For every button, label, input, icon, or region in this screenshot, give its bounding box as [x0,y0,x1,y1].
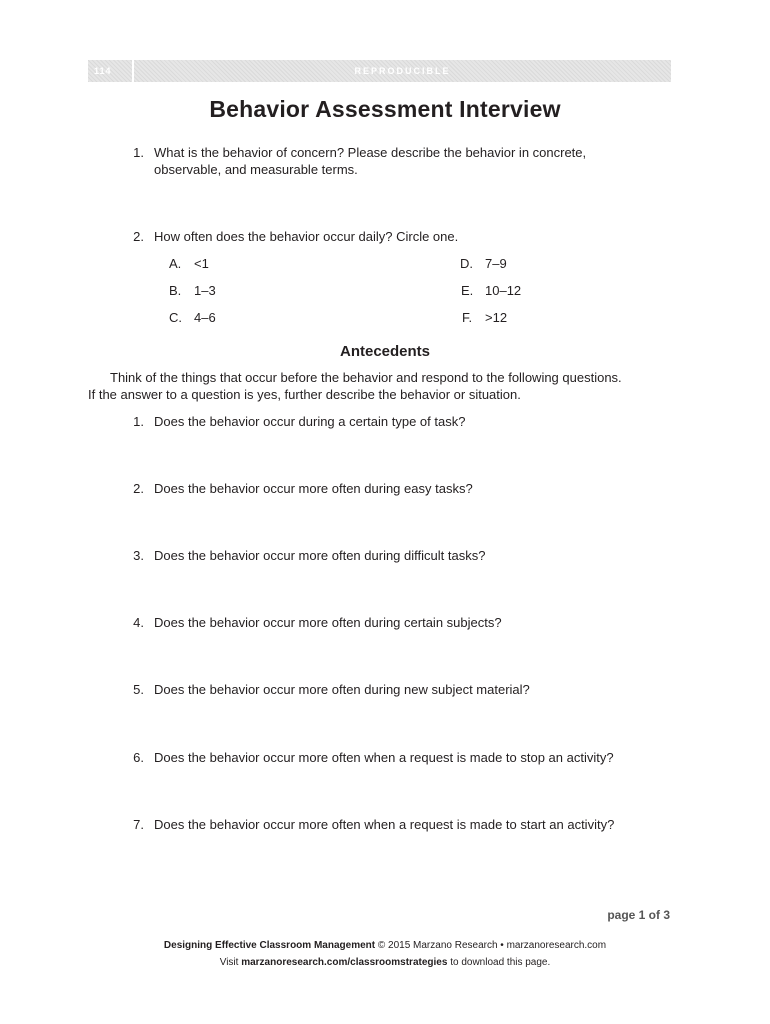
question-text: What is the behavior of concern? Please describe the behavior in concrete, [154,145,587,160]
option-letter: C. [169,310,182,325]
question-number: 5. [133,682,144,697]
question-text: Does the behavior occur more often during certain subjects? [154,615,502,630]
footer-copyright-line [0,939,770,953]
page-indicator: page 1 of 3 [607,908,670,922]
question-text: How often does the behavior occur daily? Circle one. [154,229,459,244]
question-number: 1. [133,145,144,160]
option-letter: F. [462,310,473,325]
copyright-text: © 2015 Marzano Research • marzanoresearch.com [375,940,607,951]
question-number: 3. [133,548,144,563]
question-number: 2. [133,229,144,244]
question-text: Does the behavior occur more often during difficult tasks? [154,548,486,563]
question-number: 6. [133,750,144,765]
option-value[interactable]: <1 [194,256,209,271]
option-value[interactable]: 4–6 [194,310,216,325]
section-heading-antecedents: Antecedents [339,343,431,360]
question-number: 1. [133,414,144,429]
visit-suffix: to download this page. [447,957,551,968]
option-letter: D. [460,256,473,271]
option-value[interactable]: 1–3 [194,283,216,298]
option-letter: E. [461,283,474,298]
question-text: Does the behavior occur more often when a request is made to stop an activity? [154,750,614,765]
option-value[interactable]: 7–9 [485,256,507,271]
question-text: Does the behavior occur more often when a request is made to start an activity? [154,817,615,832]
page-number: 114 [94,66,112,76]
question-text: observable, and measurable terms. [154,162,358,177]
header-bar [88,60,671,82]
question-number: 7. [133,817,144,832]
option-letter: B. [169,283,182,298]
question-number: 2. [133,481,144,496]
book-title: Designing Effective Classroom Management [163,940,376,951]
question-text: Does the behavior occur during a certain type of task? [154,414,466,429]
download-link[interactable]: marzanoresearch.com/classroomstrategies [241,957,448,968]
reproducible-label: REPRODUCIBLE [354,66,451,76]
instructions-text: Think of the things that occur before the behavior and respond to the following questions. [110,370,622,385]
page-title: Behavior Assessment Interview [209,96,561,122]
question-number: 4. [133,615,144,630]
question-text: Does the behavior occur more often during easy tasks? [154,481,473,496]
footer-visit-line [0,956,770,970]
instructions-text: If the answer to a question is yes, further describe the behavior or situation. [88,387,521,402]
option-value[interactable]: >12 [485,310,508,325]
visit-prefix: Visit [219,957,242,968]
option-letter: A. [169,256,182,271]
question-text: Does the behavior occur more often during new subject material? [154,682,530,697]
option-value[interactable]: 10–12 [485,283,522,298]
